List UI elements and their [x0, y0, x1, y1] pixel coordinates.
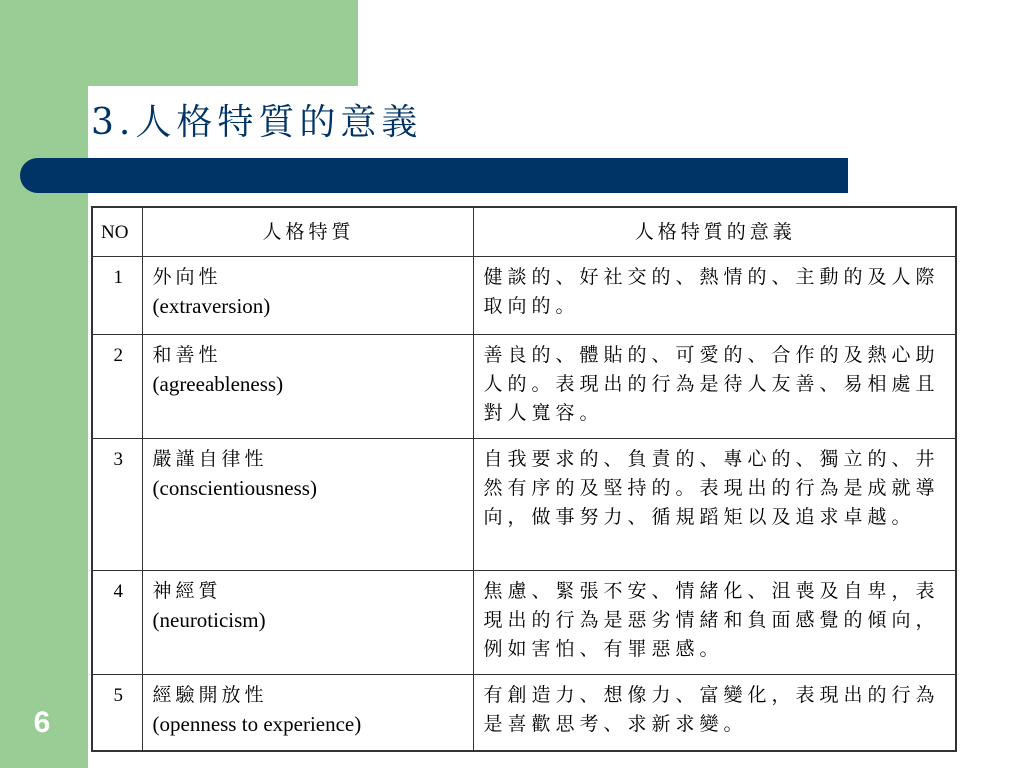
trait-name-en: (extraversion) [152, 294, 271, 318]
slide-title: 3.人格特質的意義 [91, 102, 423, 143]
trait-name-zh: 經驗開放性 [152, 685, 268, 706]
slide-number: 6 [33, 706, 51, 739]
row-number: 4 [92, 571, 142, 675]
trait-name-en: (agreeableness) [152, 372, 284, 396]
row-number: 2 [92, 335, 142, 439]
trait-cell [142, 439, 473, 571]
trait-name-zh: 神經質 [152, 581, 222, 602]
trait-meaning: 焦慮、緊張不安、情緒化、沮喪及自卑，表現出的行為是惡劣情緒和負面感覺的傾向，例如害怕、有罪惡感。 [473, 571, 956, 675]
table-row [92, 257, 956, 335]
table-row [92, 571, 956, 675]
trait-name-zh: 和善性 [152, 345, 222, 366]
header-meaning: 人格特質的意義 [473, 207, 956, 257]
table-row [92, 675, 956, 752]
trait-name-en: (conscientiousness) [152, 476, 317, 500]
row-number: 1 [92, 257, 142, 335]
trait-meaning: 健談的、好社交的、熱情的、主動的及人際取向的。 [473, 257, 956, 335]
header-no: NO [92, 207, 142, 257]
header-trait: 人格特質 [142, 207, 473, 257]
title-underline-bar [20, 158, 848, 193]
left-green-strip [0, 0, 88, 768]
trait-meaning: 善良的、體貼的、可愛的、合作的及熱心助人的。表現出的行為是待人友善、易相處且對人寬容。 [473, 335, 956, 439]
row-number: 5 [92, 675, 142, 752]
table-row [92, 439, 956, 571]
table-row [92, 335, 956, 439]
trait-meaning: 有創造力、想像力、富變化，表現出的行為是喜歡思考、求新求變。 [473, 675, 956, 752]
trait-meaning: 自我要求的、負責的、專心的、獨立的、井然有序的及堅持的。表現出的行為是成就導向，做事努力、循規蹈矩以及追求卓越。 [473, 439, 956, 571]
table-header-row [92, 207, 956, 257]
trait-cell [142, 571, 473, 675]
trait-name-en: (neuroticism) [152, 608, 266, 632]
trait-cell [142, 675, 473, 752]
row-number: 3 [92, 439, 142, 571]
trait-cell [142, 257, 473, 335]
trait-name-zh: 外向性 [152, 267, 222, 288]
personality-traits-table [91, 206, 957, 752]
top-green-block [0, 0, 358, 86]
trait-name-zh: 嚴謹自律性 [152, 449, 268, 470]
trait-cell [142, 335, 473, 439]
trait-name-en: (openness to experience) [152, 712, 362, 736]
